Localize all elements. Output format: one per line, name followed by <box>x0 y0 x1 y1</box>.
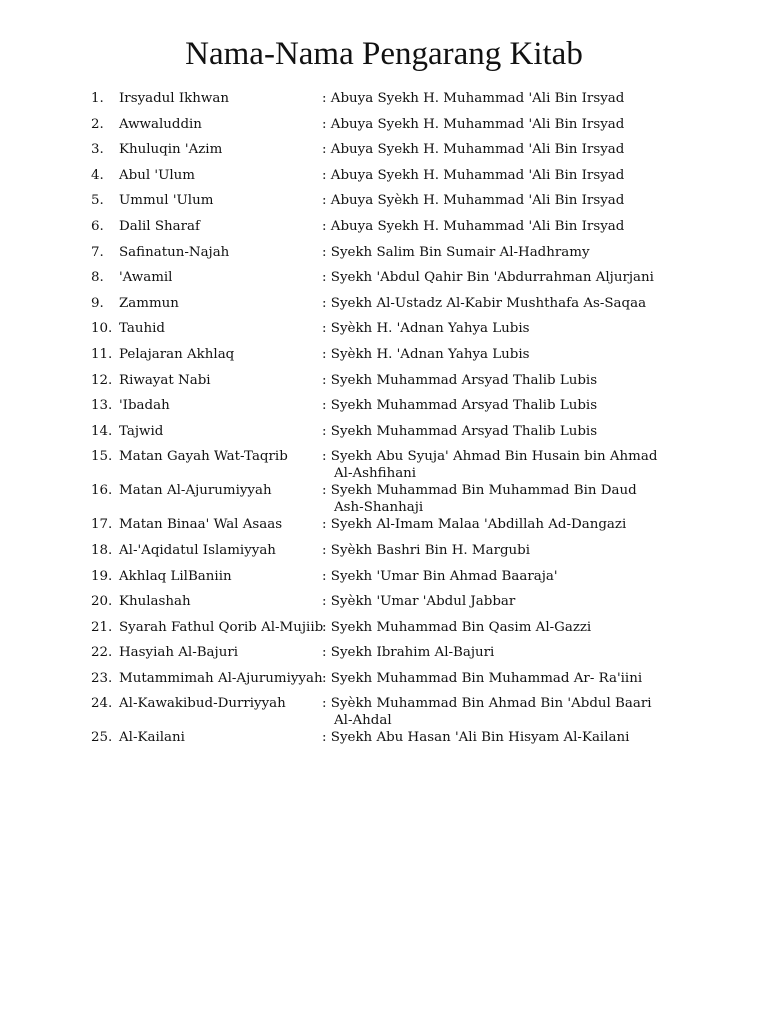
separator-colon: : <box>322 91 331 106</box>
kitab-title: Hasyiah Al-Bajuri <box>119 645 239 661</box>
separator-colon: : <box>322 696 331 712</box>
separator-colon: : <box>322 244 331 260</box>
author-name <box>322 192 662 209</box>
kitab-title: Mutammimah Al-Ajurumiyyah <box>119 670 323 686</box>
separator-colon: : <box>322 398 331 414</box>
author-name <box>322 448 662 482</box>
author-line: Abuya Syekh H. Muhammad 'Ali Bin Irsyad <box>330 218 625 234</box>
kitab-title: Abul 'Ulum <box>119 167 195 183</box>
kitab-title: Ummul 'Ulum <box>119 193 214 209</box>
list-item <box>0 540 768 566</box>
item-number: 24. <box>91 696 113 712</box>
author-line: Syekh Abu Syuja' Ahmad Bin Husain bin Ahmad <box>330 449 658 465</box>
separator-colon: : <box>322 619 331 635</box>
kitab-title: 'Ibadah <box>119 398 170 414</box>
author-name <box>322 593 662 610</box>
author-name <box>322 670 662 687</box>
list-item <box>0 88 768 114</box>
kitab-title: Awwaluddin <box>119 116 202 132</box>
author-name <box>322 729 662 746</box>
separator-colon: : <box>322 116 331 132</box>
list-item <box>0 480 768 514</box>
kitab-title: Matan Gayah Wat-Taqrib <box>119 449 288 465</box>
kitab-title: Al-Kailani <box>119 730 185 746</box>
author-name <box>322 619 662 636</box>
kitab-title: Irsyadul Ikhwan <box>119 91 229 106</box>
list-item <box>0 514 768 540</box>
kitab-title: Tauhid <box>119 321 165 337</box>
author-line-continued: Al-Ashfihani <box>334 466 417 482</box>
list-item <box>0 566 768 592</box>
separator-colon: : <box>322 670 331 686</box>
author-line: Syekh Muhammad Bin Muhammad Ar- Ra'iini <box>330 670 643 686</box>
kitab-author-list <box>0 88 768 753</box>
list-item <box>0 642 768 668</box>
item-number: 16. <box>91 483 113 499</box>
kitab-title: Matan Binaa' Wal Asaas <box>119 517 283 533</box>
kitab-title: Khulashah <box>119 594 191 610</box>
separator-colon: : <box>322 193 331 209</box>
author-line: Syekh Muhammad Arsyad Thalib Lubis <box>330 372 598 388</box>
author-line: Syekh Ibrahim Al-Bajuri <box>330 645 495 661</box>
item-number: 4. <box>91 167 104 183</box>
item-number: 3. <box>91 142 104 158</box>
author-line: Syekh Muhammad Bin Qasim Al-Gazzi <box>330 619 592 635</box>
author-name <box>322 346 662 363</box>
list-item <box>0 668 768 694</box>
author-name <box>322 269 662 286</box>
separator-colon: : <box>322 730 331 746</box>
item-number: 6. <box>91 218 104 234</box>
kitab-title: Tajwid <box>119 423 164 439</box>
kitab-title: Matan Al-Ajurumiyyah <box>119 483 272 499</box>
list-item <box>0 421 768 447</box>
author-name <box>322 116 662 133</box>
author-line: Syekh Al-Imam Malaa 'Abdillah Ad-Dangazi <box>330 517 627 533</box>
list-item <box>0 190 768 216</box>
list-item <box>0 591 768 617</box>
list-item <box>0 242 768 268</box>
item-number: 13. <box>91 398 113 414</box>
kitab-title: Al-Kawakibud-Durriyyah <box>119 696 286 712</box>
item-number: 19. <box>91 568 113 584</box>
kitab-title: Syarah Fathul Qorib Al-Mujiib <box>119 619 324 635</box>
item-number: 1. <box>91 91 104 106</box>
kitab-title: Dalil Sharaf <box>119 218 200 234</box>
list-item <box>0 165 768 191</box>
kitab-title: Safinatun-Najah <box>119 244 230 260</box>
author-name <box>322 320 662 337</box>
item-number: 8. <box>91 270 104 286</box>
item-number: 12. <box>91 372 113 388</box>
item-number: 9. <box>91 295 104 311</box>
author-name <box>322 295 662 312</box>
separator-colon: : <box>322 449 331 465</box>
item-number: 22. <box>91 645 113 661</box>
author-line: Syèkh Muhammad Bin Ahmad Bin 'Abdul Baari <box>330 696 652 712</box>
item-number: 21. <box>91 619 113 635</box>
list-item <box>0 293 768 319</box>
item-number: 10. <box>91 321 113 337</box>
item-number: 25. <box>91 730 113 746</box>
kitab-title: Pelajaran Akhlaq <box>119 346 235 362</box>
separator-colon: : <box>322 372 331 388</box>
separator-colon: : <box>322 594 331 610</box>
author-line: Syekh Abu Hasan 'Ali Bin Hisyam Al-Kailani <box>330 730 630 746</box>
separator-colon: : <box>322 423 331 439</box>
separator-colon: : <box>322 483 331 499</box>
separator-colon: : <box>322 645 331 661</box>
author-name <box>322 167 662 184</box>
kitab-title: Akhlaq LilBaniin <box>119 568 232 584</box>
author-line: Abuya Syekh H. Muhammad 'Ali Bin Irsyad <box>330 167 625 183</box>
author-line: Syekh Al-Ustadz Al-Kabir Mushthafa As-Saqaa <box>330 295 647 311</box>
item-number: 15. <box>91 449 113 465</box>
author-line: Syekh 'Abdul Qahir Bin 'Abdurrahman Aljurjani <box>330 270 654 286</box>
author-line: Abuya Syekh H. Muhammad 'Ali Bin Irsyad <box>330 116 625 132</box>
author-name <box>322 141 662 158</box>
list-item <box>0 446 768 480</box>
author-name <box>322 644 662 661</box>
list-item <box>0 617 768 643</box>
author-name <box>322 423 662 440</box>
author-name <box>322 218 662 235</box>
item-number: 18. <box>91 542 113 558</box>
item-number: 17. <box>91 517 113 533</box>
list-item <box>0 693 768 727</box>
page-title: Nama-Nama Pengarang Kitab <box>185 36 583 72</box>
separator-colon: : <box>322 568 331 584</box>
separator-colon: : <box>322 167 331 183</box>
separator-colon: : <box>322 218 331 234</box>
separator-colon: : <box>322 517 331 533</box>
list-item <box>0 267 768 293</box>
author-name <box>322 244 662 261</box>
author-line: Syekh Muhammad Arsyad Thalib Lubis <box>330 398 598 414</box>
separator-colon: : <box>322 270 331 286</box>
kitab-title: Khuluqin 'Azim <box>119 142 223 158</box>
list-item <box>0 727 768 753</box>
author-line: Syèkh 'Umar 'Abdul Jabbar <box>330 594 516 610</box>
item-number: 5. <box>91 193 104 209</box>
author-name <box>322 695 662 729</box>
author-line: Abuya Syèkh H. Muhammad 'Ali Bin Irsyad <box>330 193 625 209</box>
list-item <box>0 395 768 421</box>
author-line: Syekh 'Umar Bin Ahmad Baaraja' <box>330 568 558 584</box>
author-name <box>322 372 662 389</box>
item-number: 20. <box>91 594 113 610</box>
kitab-title: Al-'Aqidatul Islamiyyah <box>119 542 276 558</box>
list-item <box>0 318 768 344</box>
item-number: 23. <box>91 670 113 686</box>
kitab-title: Zammun <box>119 295 179 311</box>
author-line: Syekh Muhammad Arsyad Thalib Lubis <box>330 423 598 439</box>
list-item <box>0 114 768 140</box>
separator-colon: : <box>322 142 331 158</box>
separator-colon: : <box>322 321 331 337</box>
author-line-continued: Al-Ahdal <box>334 713 392 729</box>
author-name <box>322 397 662 414</box>
author-line: Syèkh H. 'Adnan Yahya Lubis <box>330 321 530 337</box>
kitab-title: Riwayat Nabi <box>119 372 211 388</box>
separator-colon: : <box>322 295 331 311</box>
author-name <box>322 516 662 533</box>
author-line: Syekh Salim Bin Sumair Al-Hadhramy <box>330 244 590 260</box>
author-line: Syekh Muhammad Bin Muhammad Bin Daud <box>330 483 637 499</box>
list-item <box>0 139 768 165</box>
item-number: 14. <box>91 423 113 439</box>
author-line: Syèkh Bashri Bin H. Margubi <box>330 542 531 558</box>
author-line: Abuya Syekh H. Muhammad 'Ali Bin Irsyad <box>330 91 625 106</box>
author-line: Syèkh H. 'Adnan Yahya Lubis <box>330 346 530 362</box>
separator-colon: : <box>322 542 331 558</box>
list-item <box>0 370 768 396</box>
item-number: 2. <box>91 116 104 132</box>
item-number: 7. <box>91 244 104 260</box>
item-number: 11. <box>91 346 113 362</box>
list-item <box>0 216 768 242</box>
author-name <box>322 542 662 559</box>
kitab-title: 'Awamil <box>119 270 173 286</box>
author-name <box>322 568 662 585</box>
author-line: Abuya Syekh H. Muhammad 'Ali Bin Irsyad <box>330 142 625 158</box>
separator-colon: : <box>322 346 331 362</box>
author-line-continued: Ash-Shanhaji <box>334 500 424 516</box>
list-item <box>0 344 768 370</box>
author-name <box>322 482 662 516</box>
author-name <box>322 90 662 107</box>
